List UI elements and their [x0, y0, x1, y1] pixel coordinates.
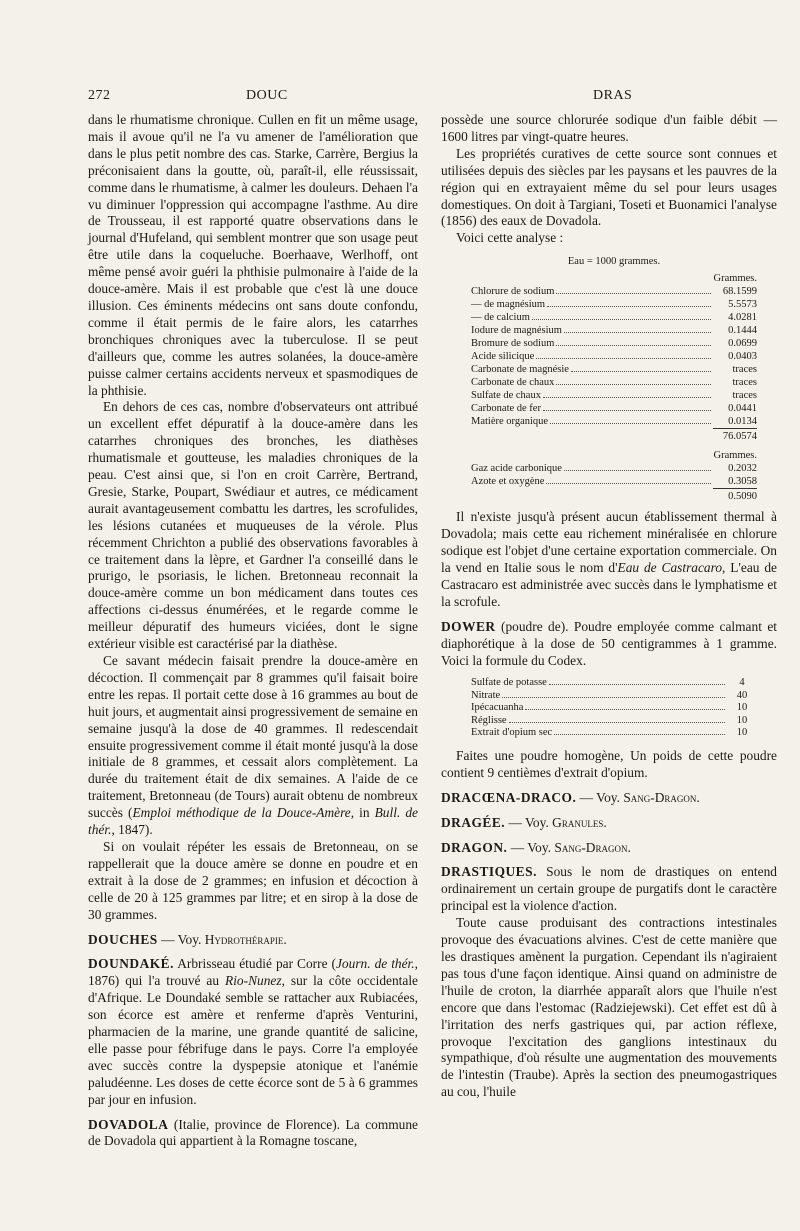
dot-leader: [532, 319, 711, 320]
table-total: 76.0574: [713, 428, 757, 443]
row-value: 0.3058: [728, 476, 757, 488]
cross-reference: Hydrothérapie.: [204, 931, 287, 947]
row-label: Sulfate de chaux: [471, 390, 541, 402]
dot-leader: [564, 470, 711, 471]
dot-leader: [556, 293, 711, 294]
paragraph: En dehors de ces cas, nombre d'observateurs ont attribué un excellent effet dépuratif à la douce-amère dans les catarrhes chroniques des bronches, les diathèses rhumatismale et goutteuse, les maladies chroniques de la peau. C'est ainsi que, si l'on en croit Carrère, Bertrand, Gresie, Starke, Poupart, Swédiaur et autres, ce médicament aurait avantageusement combattu les dartres, les scrofulides, les lésions cutanées et muqueuses de la vérole. Plus récemment Chrichton a publié des observations favorables à ce traitement dans la lèpre, et Gardner l'a conseillé dans le prurigo, le psoriasis, le lichen. Bretonneau reconnait la douce-amère comme un bon médicament dans toutes ces affections ci-dessus énumérées, et le regarde comme le meilleur dépuratif des humeurs viciées, dont le signe extérieur visible est caractérisé par la diathèse.: [88, 399, 418, 652]
running-head: [0, 88, 800, 108]
recipe-table: [471, 677, 757, 740]
paragraph: Si on voulait répéter les essais de Bretonneau, on se rappellerait que la douce amère se donne en poudre et en extrait à la dose de 2 grammes; en infusion et décoction à celle de 20 à 125 grammes par litre; et en sirop à la dose de 30 grammes.: [88, 838, 418, 922]
entry-headword: DOUCHES: [88, 931, 158, 947]
table-row: [471, 285, 757, 298]
right-running-heading: DRAS: [593, 88, 633, 103]
entry-headword: DRACŒNA-DRACO.: [441, 789, 577, 805]
dot-leader: [509, 722, 725, 723]
row-label: Carbonate de chaux: [471, 377, 555, 389]
table-row: [471, 402, 757, 415]
row-label: Chlorure de sodium: [471, 286, 555, 298]
row-label: Réglisse: [471, 714, 507, 726]
paragraph: Faites une poudre homogène, Un poids de cette poudre contient 9 centièmes d'extrait d'opium.: [441, 747, 777, 780]
table-row: [471, 311, 757, 324]
entry-dower: DOWER (poudre de). Poudre employée comme calmant et diaphorétique à la dose de 50 centigrammes à 1 gramme. Voici la formule du Codex.: [441, 618, 777, 668]
dot-leader: [543, 397, 711, 398]
paragraph: Ce savant médecin faisait prendre la douce-amère en décoction. Il commençait par 8 grammes qu'il faisait boire entre les repas. Il portait cette dose à 16 grammes au bout de huit jours, et augmentait ainsi progressivement de semaine en semaine jusqu'à la dose de 40 grammes. Il redescendait ensuite progressivement comme il était monté jusqu'à la dose initiale de 8 grammes, et cessait alors complètement. La durée du traitement était de dix semaines. A l'aide de ce traitement, Bretonneau (de Tours) aurait obtenu de nombreux succès (Emploi méthodique de la Douce-Amère, in Bull. de thér., 1847).: [88, 653, 418, 838]
dot-leader: [556, 345, 711, 346]
row-label: Extrait d'opium sec: [471, 727, 553, 739]
dot-leader: [564, 332, 711, 333]
row-value: 0.1444: [728, 325, 757, 337]
cross-reference: Granules.: [552, 814, 607, 830]
row-label: Gaz acide carbonique: [471, 463, 562, 475]
entry-douches: DOUCHES — Voy. Hydrothérapie.: [88, 931, 287, 947]
dot-leader: [554, 734, 725, 735]
table-row: [471, 702, 757, 715]
table-row: [471, 677, 757, 690]
entry-dragon: DRAGON. — Voy. Sang-Dragon.: [441, 839, 631, 855]
table-row: [471, 727, 757, 740]
row-value: 10: [736, 714, 748, 726]
dot-leader: [543, 410, 711, 411]
row-value: traces: [732, 377, 757, 389]
row-label: — de magnésium: [471, 299, 546, 311]
row-label: Iodure de magnésium: [471, 325, 562, 337]
gas-rows: [471, 462, 757, 488]
dot-leader: [547, 306, 711, 307]
paragraph: Toute cause produisant des contractions intestinales provoque des évacuations alvines. C'est de cette manière que les drastiques amènent la purgation. Cependant ils n'agiraient pas tous d'une façon identique. Ainsi quand on administre de l'huile de croton, la diarrhée apparaît alors que l'huile n'est encore que dans l'estomac (Radziejewski). Cet effet est dû à l'irritation des nerfs gastriques qui, par action réflexe, provoque l'excitation des ganglions intestinaux du sympathique, d'où résulte une augmentation des mouvements de l'intestin (Traube). Après la section des pneumogastriques au cou, l'huile: [441, 915, 777, 1100]
entry-doundake: DOUNDAKÉ. Arbrisseau étudié par Corre (Journ. de thér., 1876) qui l'a trouvé au Rio-Nunez, sur la côte occidentale d'Afrique. Le Doundaké semble se rattacher aux Rubiacées, son écorce est amère et renferme d'après Venturini, pharmacien de la marine, une grande quantité de salicine, elle passe pour fébrifuge dans le pays. Corre l'a employée avec succès contre la dyspepsie atonique et l'anémie paludéenne. Les doses de cette écorce sont de 5 à 6 grammes par jour en infusion.: [88, 956, 418, 1107]
entry-headword: DRAGÉE.: [441, 814, 506, 830]
left-column: [88, 112, 418, 1150]
table-unit: Grammes.: [713, 450, 757, 462]
row-value: 0.0441: [728, 403, 757, 415]
table-row: [471, 350, 757, 363]
row-label: Azote et oxygène: [471, 476, 545, 488]
table-total: 0.5090: [713, 488, 757, 503]
row-value: 5.5573: [728, 299, 757, 311]
paragraph: Voici cette analyse :: [456, 230, 564, 246]
table-unit: Grammes.: [713, 273, 757, 285]
row-label: — de calcium: [471, 312, 530, 324]
entry-headword: DRASTIQUES.: [441, 864, 537, 880]
entry-dragee: DRAGÉE. — Voy. Granules.: [441, 814, 607, 830]
row-label: Acide silicique: [471, 351, 535, 363]
row-value: traces: [732, 364, 757, 376]
entry-headword: DOVADOLA: [88, 1116, 169, 1132]
entry-headword: DOUNDAKÉ.: [88, 956, 174, 972]
row-value: 10: [736, 702, 748, 714]
row-label: Sulfate de potasse: [471, 677, 547, 689]
row-value: 4.0281: [728, 312, 757, 324]
table-row: [471, 389, 757, 402]
row-value: 40: [736, 689, 748, 701]
row-label: Carbonate de magnésie: [471, 364, 569, 376]
row-label: Nitrate: [471, 689, 501, 701]
paragraph: dans le rhumatisme chronique. Cullen en fit un même usage, mais il avoue qu'il ne l'a vu amener de l'amélioration que dans le plus petit nombre des cas. Starke, Carrère, Bergius la préconisaient dans la goutte, où, paraît-il, elle réussissait, comme dans le rhumatisme, à calmer les douleurs. Dehaen l'a vu diminuer l'oppression qui accompagne l'asthme. Au dire de Trousseau, il est rapporté quatre observations dans le journal d'Hufeland, qui semblent montrer que son usage peut être utile dans la coqueluche. Boerhaave, Werlhoff, ont même pensé avoir guéri la phthisie pulmonaire à l'aide de la douce-amère. Mais il est probable que c'est là une douce illusion. Ces éminents médecins ont sans doute confondu, comme il était permis de le faire alors, les catarrhes bronchiques chroniques avec la tuberculose. Il se peut d'ailleurs que, comme les autres solanées, la douce-amère puisse calmer certains accidents nerveux et spasmodiques de la phthisie.: [88, 112, 418, 398]
entry-dovadola: DOVADOLA (Italie, province de Florence). La commune de Dovadola qui appartient à la Romagne toscane,: [88, 1116, 418, 1149]
paragraph: Il n'existe jusqu'à présent aucun établissement thermal à Dovadola; mais cette eau richement minéralisée en chlorure sodique est l'objet d'une certaine exportation commerciale. On la vend en Italie sous le nom d'Eau de Castracaro, L'eau de Castracaro est administrée avec succès dans le lymphatisme et la scrofule.: [441, 509, 778, 609]
analysis-rows: [471, 285, 757, 428]
table-row: [471, 462, 757, 475]
row-label: Ipécacuanha: [471, 702, 524, 714]
cross-reference: Sang-Dragon.: [554, 839, 631, 855]
dot-leader: [571, 371, 711, 372]
page-number: 272: [88, 88, 111, 103]
dot-leader: [556, 384, 711, 385]
table-row: [471, 337, 757, 350]
table-row: [471, 415, 757, 428]
entry-headword: DRAGON.: [441, 839, 508, 855]
row-value: 68.1599: [722, 286, 757, 298]
table-row: [471, 298, 757, 311]
row-label: Bromure de sodium: [471, 338, 555, 350]
table-row: [471, 324, 757, 337]
row-value: traces: [732, 390, 757, 402]
table-row: [471, 690, 757, 703]
analysis-table: [471, 255, 757, 503]
row-value: 4: [739, 677, 745, 689]
entry-drastiques: DRASTIQUES. Sous le nom de drastiques on entend ordinairement un certain groupe de purgatifs dont le caractère principal est la violence d'action.: [441, 864, 777, 914]
dot-leader: [536, 358, 711, 359]
cross-reference: Sang-Dragon.: [623, 789, 700, 805]
left-running-heading: DOUC: [246, 88, 288, 103]
row-value: 0.0403: [728, 351, 757, 363]
row-label: Carbonate de fer: [471, 403, 541, 415]
dot-leader: [550, 423, 711, 424]
row-value: 0.0134: [728, 416, 757, 428]
table-row: [471, 475, 757, 488]
right-column: [441, 112, 777, 1101]
table-caption: Eau = 1000 grammes.: [567, 256, 661, 268]
row-label: Matière organique: [471, 416, 549, 428]
paragraph: Les propriétés curatives de cette source sont connues et utilisées depuis des siècles par les paysans et les pauvres de la région qui en extrayaient même du sel pour leurs usages domestiques. On doit à Targiani, Toseti et Buonamici l'analyse (1856) des eaux de Dovadola.: [441, 145, 777, 229]
table-row: [471, 363, 757, 376]
row-value: 0.2032: [728, 463, 757, 475]
dot-leader: [525, 709, 725, 710]
entry-dracaena: DRACŒNA-DRACO. — Voy. Sang-Dragon.: [441, 789, 700, 805]
dot-leader: [546, 483, 711, 484]
dot-leader: [502, 697, 725, 698]
paragraph: possède une source chlorurée sodique d'un faible débit — 1600 litres par vingt-quatre heures.: [441, 112, 777, 144]
table-row: [471, 376, 757, 389]
table-row: [471, 715, 757, 728]
entry-headword: DOWER: [441, 618, 496, 634]
dot-leader: [549, 684, 725, 685]
row-value: 10: [736, 727, 748, 739]
row-value: 0.0699: [728, 338, 757, 350]
